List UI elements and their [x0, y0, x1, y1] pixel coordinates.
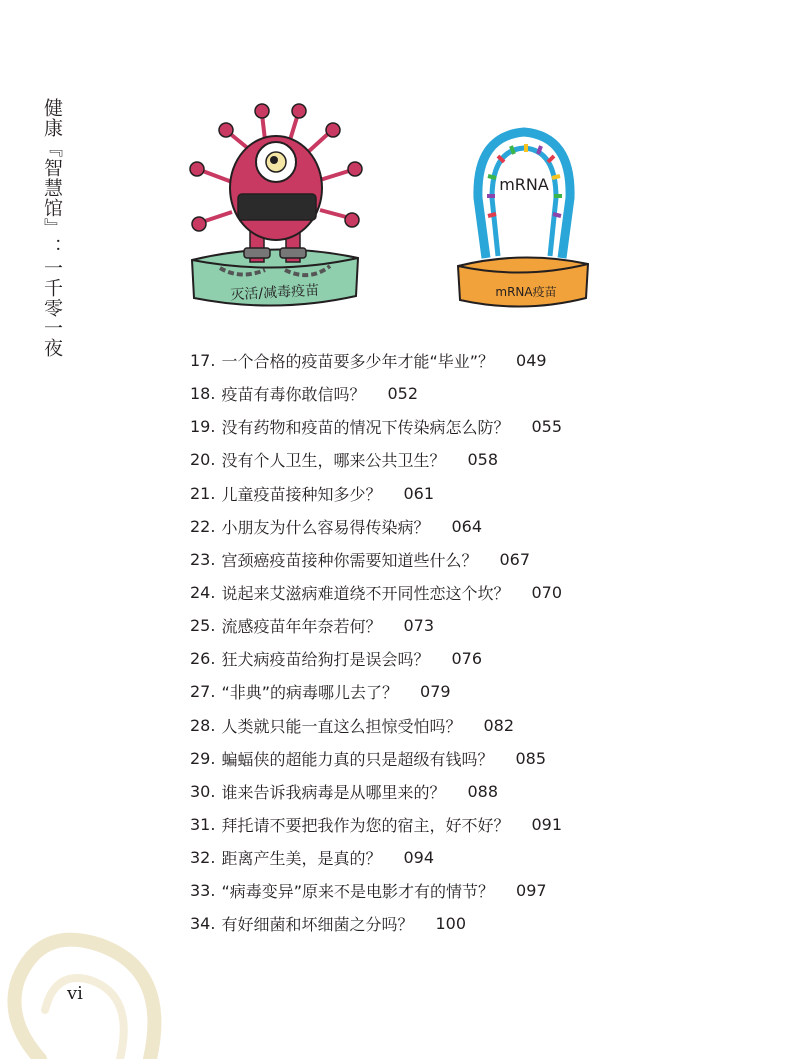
toc-entry[interactable]	[190, 642, 670, 675]
toc-page-number: 055	[531, 417, 563, 437]
mrna-vaccine-caption: mRNA疫苗	[495, 285, 557, 299]
toc-page-number: 091	[531, 815, 563, 835]
toc-page-number: 064	[451, 516, 483, 536]
toc-number: 22.	[190, 516, 216, 536]
toc-entry[interactable]	[190, 510, 670, 543]
toc-title: 疫苗有毒你敢信吗？	[221, 385, 366, 405]
toc-title: 谁来告诉我病毒是从哪里来的？	[221, 782, 446, 802]
toc-entry[interactable]	[190, 477, 670, 510]
toc-number: 27.	[190, 682, 216, 702]
toc-number: 18.	[190, 384, 216, 404]
toc-number: 23.	[190, 549, 216, 569]
toc-title: 说起来艾滋病难道绕不开同性恋这个坎？	[221, 584, 510, 604]
toc-title: 人类就只能一直这么担惊受怕吗？	[221, 716, 462, 736]
toc-page-number: 052	[387, 384, 419, 404]
mrna-vaccine-illustration	[448, 118, 598, 310]
toc-entry[interactable]	[190, 808, 670, 841]
toc-entry[interactable]	[190, 742, 670, 775]
toc-number: 30.	[190, 781, 216, 801]
toc-entry[interactable]	[190, 576, 670, 609]
toc-page-number: 070	[531, 583, 563, 603]
toc-page-number: 049	[516, 351, 547, 371]
toc-entry[interactable]	[190, 874, 670, 907]
toc-entry[interactable]	[190, 344, 670, 377]
toc-number: 26.	[190, 649, 216, 669]
series-title: 健康『智慧馆』：一千零一夜	[41, 98, 63, 358]
toc-entry[interactable]	[190, 841, 670, 874]
toc-page-number: 079	[420, 682, 451, 702]
toc-title: “非典”的病毒哪儿去了？	[221, 683, 399, 703]
toc-title: 有好细菌和坏细菌之分吗？	[221, 915, 414, 935]
toc-entry[interactable]	[190, 709, 670, 742]
toc-page-number: 076	[451, 649, 483, 669]
toc-title: 狂犬病疫苗给狗打是误会吗？	[221, 650, 430, 670]
toc-page-number: 058	[467, 450, 499, 470]
toc-page-number: 061	[403, 483, 435, 503]
toc-title: 没有药物和疫苗的情况下传染病怎么防？	[221, 418, 510, 438]
toc-page-number: 088	[467, 781, 499, 801]
toc-title: “病毒变异”原来不是电影才有的情节？	[221, 882, 495, 902]
toc-number: 17.	[190, 351, 216, 371]
toc-page-number: 082	[483, 715, 515, 735]
toc-number: 21.	[190, 483, 216, 503]
toc-title: 蝙蝠侠的超能力真的只是超级有钱吗？	[221, 749, 494, 769]
toc-entry[interactable]	[190, 775, 670, 808]
toc-number: 29.	[190, 748, 216, 768]
toc-entry[interactable]	[190, 907, 670, 940]
toc-number: 32.	[190, 848, 216, 868]
toc-title: 宫颈癌疫苗接种你需要知道些什么？	[221, 550, 478, 570]
toc-page-number: 100	[435, 914, 467, 934]
page-number: vi	[67, 983, 83, 1004]
toc-title: 小朋友为什么容易得传染病？	[221, 517, 430, 537]
toc-entry[interactable]	[190, 675, 670, 708]
toc-number: 28.	[190, 715, 216, 735]
toc-entry[interactable]	[190, 609, 670, 642]
mrna-label: mRNA	[499, 175, 549, 194]
toc-entry[interactable]	[190, 543, 670, 576]
toc-title: 儿童疫苗接种知多少？	[221, 484, 382, 504]
toc-number: 25.	[190, 616, 216, 636]
toc-title: 一个合格的疫苗要多少年才能“毕业”？	[221, 352, 495, 372]
toc-page-number: 073	[403, 616, 435, 636]
toc-entry[interactable]	[190, 410, 670, 443]
toc-number: 19.	[190, 417, 216, 437]
inactivated-vaccine-illustration	[180, 100, 370, 310]
toc-page-number: 067	[499, 549, 531, 569]
toc-number: 31.	[190, 815, 216, 835]
toc-number: 34.	[190, 914, 216, 934]
toc-entry[interactable]	[190, 443, 670, 476]
toc-number: 24.	[190, 583, 216, 603]
toc-number: 20.	[190, 450, 216, 470]
toc-page-number: 094	[403, 848, 435, 868]
toc-page-number: 097	[516, 881, 547, 901]
toc-page-number: 085	[515, 748, 547, 768]
toc-number: 33.	[190, 881, 216, 901]
inactivated-vaccine-caption: 灭活/减毒疫苗	[230, 282, 320, 304]
toc-title: 距离产生美，是真的？	[221, 849, 382, 869]
toc-entry[interactable]	[190, 377, 670, 410]
toc-title: 流感疫苗年年奈若何？	[221, 617, 382, 637]
toc-title: 没有个人卫生，哪来公共卫生？	[221, 451, 446, 471]
toc-title: 拜托请不要把我作为您的宿主，好不好？	[221, 816, 510, 836]
decorative-swirl	[0, 900, 200, 1059]
table-of-contents	[190, 344, 670, 941]
